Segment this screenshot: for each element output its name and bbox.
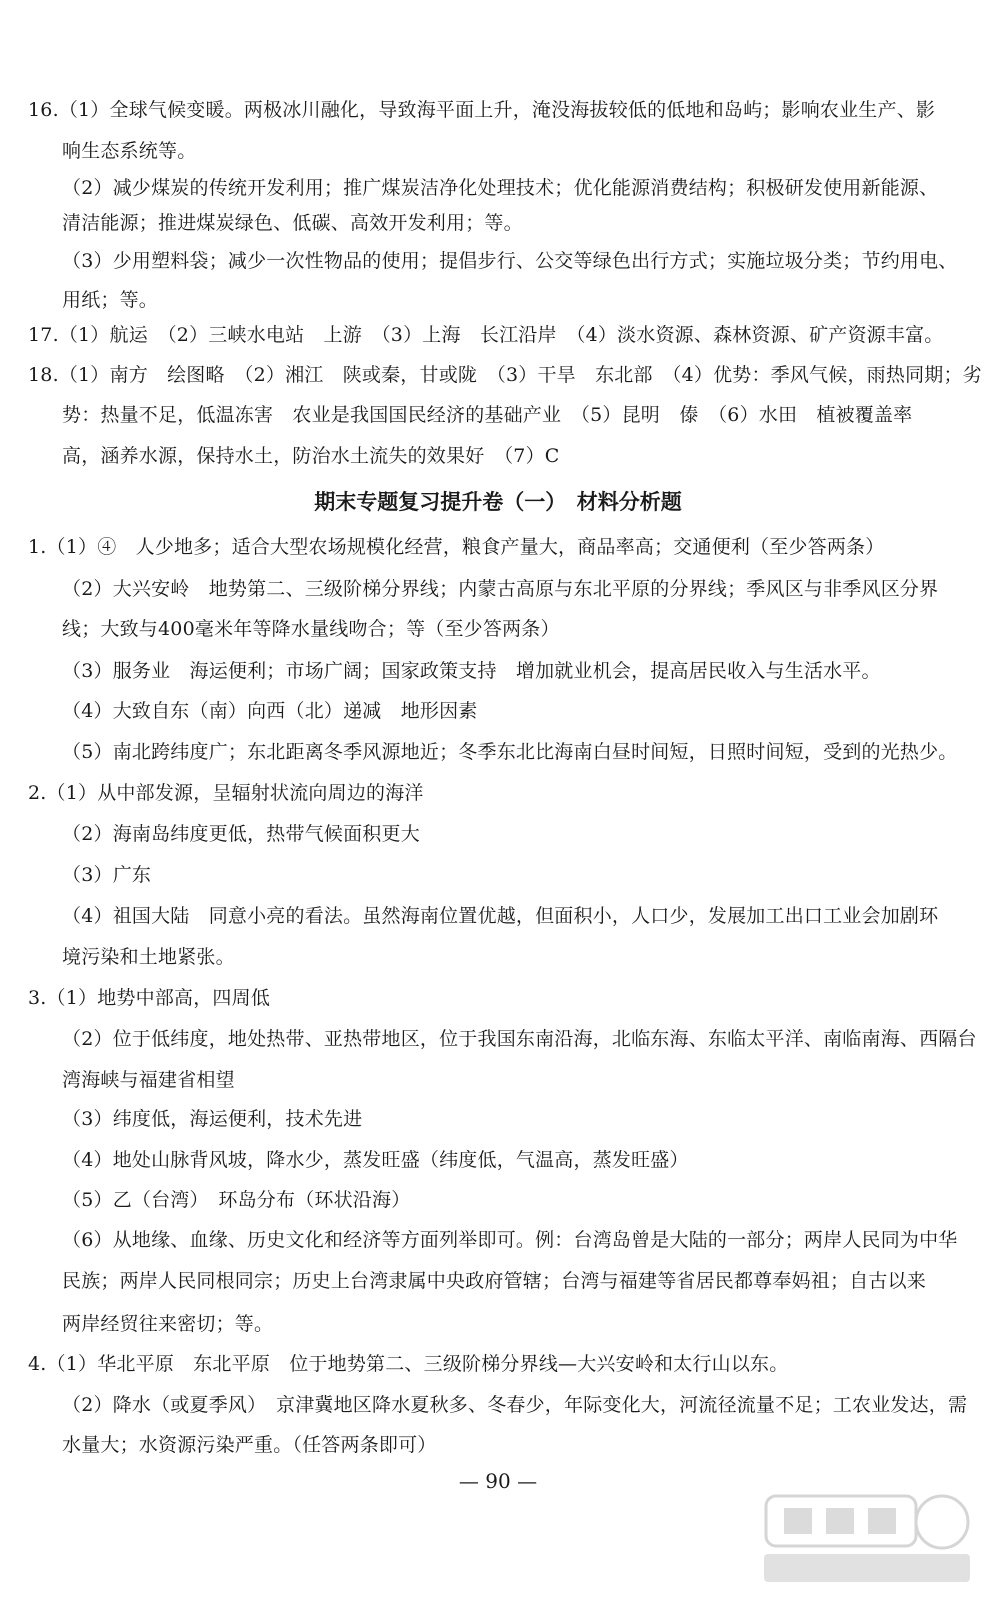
text-line: （6）从地缘、血缘、历史文化和经济等方面列举即可。例：台湾岛曾是大陆的一部分；两岸人民同为中华 (62, 1229, 958, 1251)
text-line: 16.（1）全球气候变暖。两极冰川融化，导致海平面上升，淹没海拔较低的低地和岛屿；影响农业生产、影 (28, 99, 936, 121)
text-line: 用纸；等。 (62, 289, 159, 311)
text-line: 高，涵养水源，保持水土，防治水土流失的效果好 （7）C (62, 445, 560, 467)
page-number: — 90 — (458, 1469, 538, 1493)
text-line: 势：热量不足，低温冻害 农业是我国国民经济的基础产业 （5）昆明 傣 （6）水田 植被覆盖率 (62, 404, 913, 426)
text-line: （5）乙（台湾） 环岛分布（环状沿海） (62, 1189, 411, 1211)
text-line: （2）降水（或夏季风） 京津冀地区降水夏秋多、冬春少，年际变化大，河流径流量不足；工农业发达，需 (62, 1394, 968, 1416)
section-title: 期末专题复习提升卷（一） 材料分析题 (314, 490, 682, 514)
text-line: （3）少用塑料袋；减少一次性物品的使用；提倡步行、公交等绿色出行方式；实施垃圾分类；节约用电、 (62, 250, 958, 272)
text-line: （3）服务业 海运便利；市场广阔；国家政策支持 增加就业机会，提高居民收入与生活水平。 (62, 660, 881, 682)
text-line: 境污染和土地紧张。 (62, 946, 235, 968)
text-line: （4）地处山脉背风坡，降水少，蒸发旺盛（纬度低，气温高，蒸发旺盛） (62, 1149, 689, 1171)
text-line: （2）位于低纬度，地处热带、亚热带地区，位于我国东南沿海，北临东海、东临太平洋、南临南海、西隔台 (62, 1028, 977, 1050)
text-line: 4.（1）华北平原 东北平原 位于地势第二、三级阶梯分界线—大兴安岭和太行山以东。 (28, 1353, 789, 1375)
text-line: 17.（1）航运 （2）三峡水电站 上游 （3）上海 长江沿岸 （4）淡水资源、森林资源、矿产资源丰富。 (28, 324, 944, 346)
text-line: 线；大致与400毫米年等降水量线吻合；等（至少答两条） (62, 618, 560, 640)
text-line: （2）减少煤炭的传统开发利用；推广煤炭洁净化处理技术；优化能源消费结构；积极研发使用新能源、 (62, 177, 939, 199)
text-line: 两岸经贸往来密切；等。 (62, 1313, 274, 1335)
text-line: （4）大致自东（南）向西（北）递减 地形因素 (62, 700, 478, 722)
text-line: （2）大兴安岭 地势第二、三级阶梯分界线；内蒙古高原与东北平原的分界线；季风区与非季风区分界 (62, 578, 939, 600)
watermark-logo (764, 1494, 974, 1586)
text-line: 18.（1）南方 绘图略 （2）湘江 陕或秦，甘或陇 （3）干旱 东北部 （4）优势：季风气候，雨热同期；劣 (28, 364, 982, 386)
text-line: （4）祖国大陆 同意小亮的看法。虽然海南位置优越，但面积小，人口少，发展加工出口工业会加剧环 (62, 905, 939, 927)
text-line: （3）纬度低，海运便利，技术先进 (62, 1108, 363, 1130)
text-line: 民族；两岸人民同根同宗；历史上台湾隶属中央政府管辖；台湾与福建等省居民都尊奉妈祖；自古以来 (62, 1270, 927, 1292)
text-line: 1.（1）④ 人少地多；适合大型农场规模化经营，粮食产量大，商品率高；交通便利（至少答两条） (28, 536, 885, 558)
text-line: 水量大；水资源污染严重。（任答两条即可） (62, 1434, 437, 1456)
text-line: 2.（1）从中部发源，呈辐射状流向周边的海洋 (28, 782, 424, 804)
text-line: 湾海峡与福建省相望 (62, 1069, 235, 1091)
text-line: 3.（1）地势中部高，四周低 (28, 987, 271, 1009)
text-line: （5）南北跨纬度广；东北距离冬季风源地近；冬季东北比海南白昼时间短，日照时间短，受到的光热少。 (62, 741, 958, 763)
text-line: （3）广东 (62, 864, 152, 886)
text-line: （2）海南岛纬度更低，热带气候面积更大 (62, 823, 420, 845)
text-line: 响生态系统等。 (62, 140, 197, 162)
text-line: 清洁能源；推进煤炭绿色、低碳、高效开发利用；等。 (62, 212, 523, 234)
